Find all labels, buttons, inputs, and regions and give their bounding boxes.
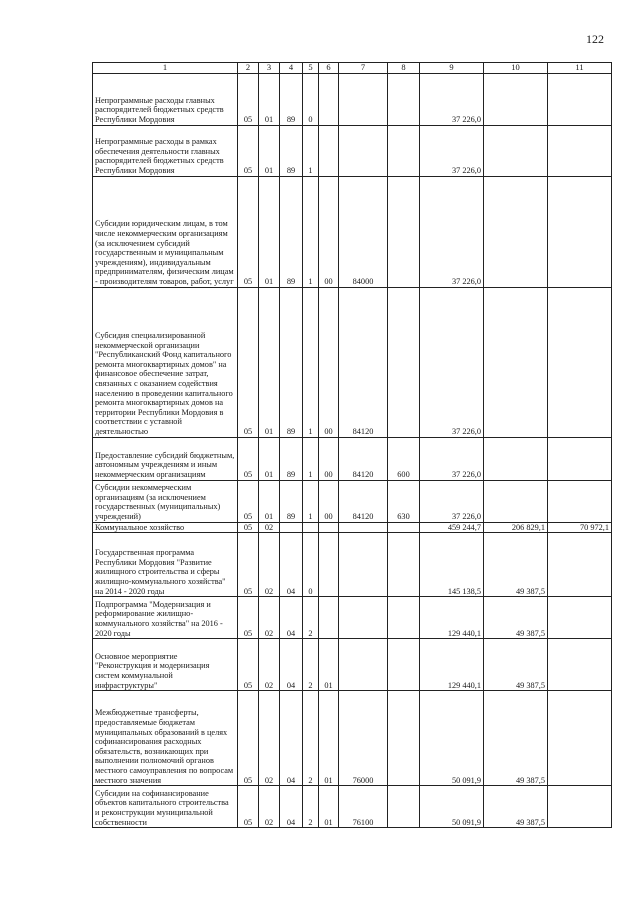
table-row — [93, 176, 612, 287]
col-header: 1 — [93, 63, 238, 74]
row-value-cell: 01 — [319, 786, 339, 828]
table-row — [93, 437, 612, 480]
row-value-cell: 84000 — [339, 176, 388, 287]
row-name-cell: Субсидии на софинансирование объектов капитального строительства и реконструкции муниципальной собственности — [93, 786, 238, 828]
row-value-cell: 76000 — [339, 691, 388, 786]
col-header: 8 — [388, 63, 420, 74]
row-value-cell: 89 — [280, 125, 303, 176]
row-value-cell: 01 — [259, 437, 280, 480]
row-value-cell: 05 — [238, 597, 259, 639]
row-value-cell — [388, 125, 420, 176]
row-value-cell — [319, 533, 339, 597]
row-value-cell: 84120 — [339, 480, 388, 522]
row-value-cell: 04 — [280, 597, 303, 639]
row-value-cell: 129 440,1 — [420, 597, 484, 639]
row-value-cell — [548, 597, 612, 639]
row-value-cell: 00 — [319, 480, 339, 522]
row-value-cell: 1 — [303, 176, 319, 287]
row-value-cell — [388, 73, 420, 125]
row-value-cell: 01 — [319, 691, 339, 786]
row-value-cell: 00 — [319, 437, 339, 480]
row-value-cell — [548, 480, 612, 522]
row-value-cell — [303, 522, 319, 533]
row-value-cell: 1 — [303, 287, 319, 437]
row-value-cell — [388, 691, 420, 786]
row-value-cell — [548, 73, 612, 125]
row-value-cell — [548, 176, 612, 287]
row-name-cell: Государственная программа Республики Мордовия "Развитие жилищного строительства и сферы жилищно-коммунального хозяйства" на 2014 - 2020 годы — [93, 533, 238, 597]
table-row — [93, 639, 612, 691]
table-row — [93, 786, 612, 828]
budget-table — [92, 62, 612, 828]
row-name-cell: Субсидии юридическим лицам, в том числе некоммерческим организациям (за исключением субсидий государственным и муниципальным учреждениям), индивидуальным предпринимателям, физическим лицам - производителям товаров, работ, услуг — [93, 176, 238, 287]
row-value-cell: 02 — [259, 786, 280, 828]
row-value-cell: 0 — [303, 533, 319, 597]
row-value-cell — [339, 125, 388, 176]
row-value-cell — [388, 287, 420, 437]
table-row — [93, 691, 612, 786]
row-value-cell: 89 — [280, 480, 303, 522]
row-value-cell: 37 226,0 — [420, 73, 484, 125]
row-value-cell: 01 — [319, 639, 339, 691]
col-header: 5 — [303, 63, 319, 74]
row-value-cell — [548, 437, 612, 480]
col-header: 10 — [484, 63, 548, 74]
row-value-cell — [388, 639, 420, 691]
row-name-cell: Подпрограмма "Модернизация и реформирование жилищно-коммунального хозяйства" на 2016 - 2020 годы — [93, 597, 238, 639]
row-value-cell: 0 — [303, 73, 319, 125]
row-value-cell: 05 — [238, 522, 259, 533]
row-value-cell: 02 — [259, 597, 280, 639]
row-value-cell — [484, 480, 548, 522]
row-value-cell: 84120 — [339, 287, 388, 437]
row-value-cell: 05 — [238, 533, 259, 597]
row-value-cell: 2 — [303, 639, 319, 691]
row-value-cell: 1 — [303, 437, 319, 480]
row-value-cell: 49 387,5 — [484, 533, 548, 597]
row-value-cell — [484, 437, 548, 480]
row-value-cell: 84120 — [339, 437, 388, 480]
row-value-cell — [484, 287, 548, 437]
table-row — [93, 480, 612, 522]
row-value-cell — [548, 691, 612, 786]
row-value-cell: 600 — [388, 437, 420, 480]
row-value-cell — [280, 522, 303, 533]
row-value-cell — [484, 73, 548, 125]
row-value-cell: 02 — [259, 522, 280, 533]
row-value-cell: 01 — [259, 480, 280, 522]
row-value-cell: 05 — [238, 639, 259, 691]
row-value-cell — [339, 522, 388, 533]
row-value-cell — [484, 125, 548, 176]
row-value-cell — [484, 176, 548, 287]
table-row — [93, 73, 612, 125]
row-value-cell: 49 387,5 — [484, 786, 548, 828]
col-header: 11 — [548, 63, 612, 74]
row-value-cell: 630 — [388, 480, 420, 522]
row-value-cell: 37 226,0 — [420, 125, 484, 176]
row-value-cell: 02 — [259, 691, 280, 786]
row-value-cell: 49 387,5 — [484, 691, 548, 786]
row-value-cell: 49 387,5 — [484, 639, 548, 691]
row-value-cell: 1 — [303, 125, 319, 176]
row-value-cell: 05 — [238, 125, 259, 176]
row-value-cell: 00 — [319, 176, 339, 287]
row-name-cell: Непрограммные расходы главных распорядителей бюджетных средств Республики Мордовия — [93, 73, 238, 125]
row-value-cell: 459 244,7 — [420, 522, 484, 533]
row-value-cell — [319, 125, 339, 176]
row-value-cell: 00 — [319, 287, 339, 437]
table-row — [93, 522, 612, 533]
page-number: 122 — [586, 32, 604, 46]
row-value-cell — [388, 533, 420, 597]
row-value-cell — [388, 597, 420, 639]
row-value-cell — [339, 533, 388, 597]
row-value-cell: 01 — [259, 287, 280, 437]
col-header: 9 — [420, 63, 484, 74]
row-value-cell — [548, 125, 612, 176]
row-value-cell: 145 138,5 — [420, 533, 484, 597]
header-row — [93, 63, 612, 74]
row-value-cell: 04 — [280, 691, 303, 786]
row-value-cell — [319, 73, 339, 125]
row-value-cell: 05 — [238, 73, 259, 125]
row-value-cell: 89 — [280, 287, 303, 437]
row-name-cell: Субсидия специализированной некоммерческой организации "Республиканский Фонд капитального ремонта многоквартирных домов" на финансовое обеспечение затрат, связанных с оказанием содействия населению в проведении капитального ремонта многоквартирных домов на территории Республики Мордовия в соответствии с уставной деятельностью — [93, 287, 238, 437]
row-value-cell: 2 — [303, 786, 319, 828]
row-name-cell: Предоставление субсидий бюджетным, автономным учреждениям и иным некоммерческим организациям — [93, 437, 238, 480]
row-name-cell: Непрограммные расходы в рамках обеспечения деятельности главных распорядителей бюджетных средств Республики Мордовия — [93, 125, 238, 176]
row-value-cell — [388, 786, 420, 828]
row-value-cell — [319, 597, 339, 639]
col-header: 2 — [238, 63, 259, 74]
table-row — [93, 125, 612, 176]
col-header: 4 — [280, 63, 303, 74]
row-value-cell: 02 — [259, 533, 280, 597]
table-row — [93, 287, 612, 437]
row-value-cell: 129 440,1 — [420, 639, 484, 691]
row-value-cell: 70 972,1 — [548, 522, 612, 533]
row-value-cell: 37 226,0 — [420, 480, 484, 522]
row-value-cell — [388, 176, 420, 287]
row-value-cell: 02 — [259, 639, 280, 691]
row-value-cell: 37 226,0 — [420, 176, 484, 287]
row-name-cell: Межбюджетные трансферты, предоставляемые бюджетам муниципальных образований в целях софинансирования расходных обязательств, возникающих при выполнении полномочий органов местного самоуправления по вопросам местного значения — [93, 691, 238, 786]
col-header: 3 — [259, 63, 280, 74]
row-value-cell: 1 — [303, 480, 319, 522]
row-value-cell: 05 — [238, 176, 259, 287]
row-value-cell: 01 — [259, 73, 280, 125]
table-row — [93, 597, 612, 639]
row-value-cell: 01 — [259, 125, 280, 176]
row-value-cell — [339, 639, 388, 691]
row-value-cell: 01 — [259, 176, 280, 287]
row-name-cell: Основное мероприятие "Реконструкция и модернизация систем коммунальной инфраструктуры" — [93, 639, 238, 691]
col-header: 7 — [339, 63, 388, 74]
row-value-cell: 89 — [280, 176, 303, 287]
row-value-cell: 37 226,0 — [420, 437, 484, 480]
row-value-cell: 04 — [280, 533, 303, 597]
row-value-cell: 04 — [280, 786, 303, 828]
row-value-cell: 05 — [238, 786, 259, 828]
row-value-cell — [319, 522, 339, 533]
row-value-cell: 49 387,5 — [484, 597, 548, 639]
row-value-cell — [548, 786, 612, 828]
row-value-cell: 2 — [303, 597, 319, 639]
row-value-cell — [548, 533, 612, 597]
row-value-cell: 50 091,9 — [420, 786, 484, 828]
row-value-cell: 05 — [238, 437, 259, 480]
row-value-cell: 05 — [238, 287, 259, 437]
col-header: 6 — [319, 63, 339, 74]
table-row — [93, 533, 612, 597]
row-value-cell: 50 091,9 — [420, 691, 484, 786]
row-value-cell — [339, 597, 388, 639]
row-value-cell: 04 — [280, 639, 303, 691]
row-value-cell: 37 226,0 — [420, 287, 484, 437]
row-value-cell: 89 — [280, 437, 303, 480]
row-value-cell: 76100 — [339, 786, 388, 828]
row-name-cell: Коммунальное хозяйство — [93, 522, 238, 533]
row-value-cell: 05 — [238, 691, 259, 786]
row-value-cell: 89 — [280, 73, 303, 125]
row-value-cell: 206 829,1 — [484, 522, 548, 533]
row-value-cell — [548, 639, 612, 691]
row-value-cell — [339, 73, 388, 125]
row-value-cell — [388, 522, 420, 533]
row-value-cell: 2 — [303, 691, 319, 786]
row-name-cell: Субсидии некоммерческим организациям (за исключением государственных (муниципальных) учреждений) — [93, 480, 238, 522]
row-value-cell — [548, 287, 612, 437]
row-value-cell: 05 — [238, 480, 259, 522]
